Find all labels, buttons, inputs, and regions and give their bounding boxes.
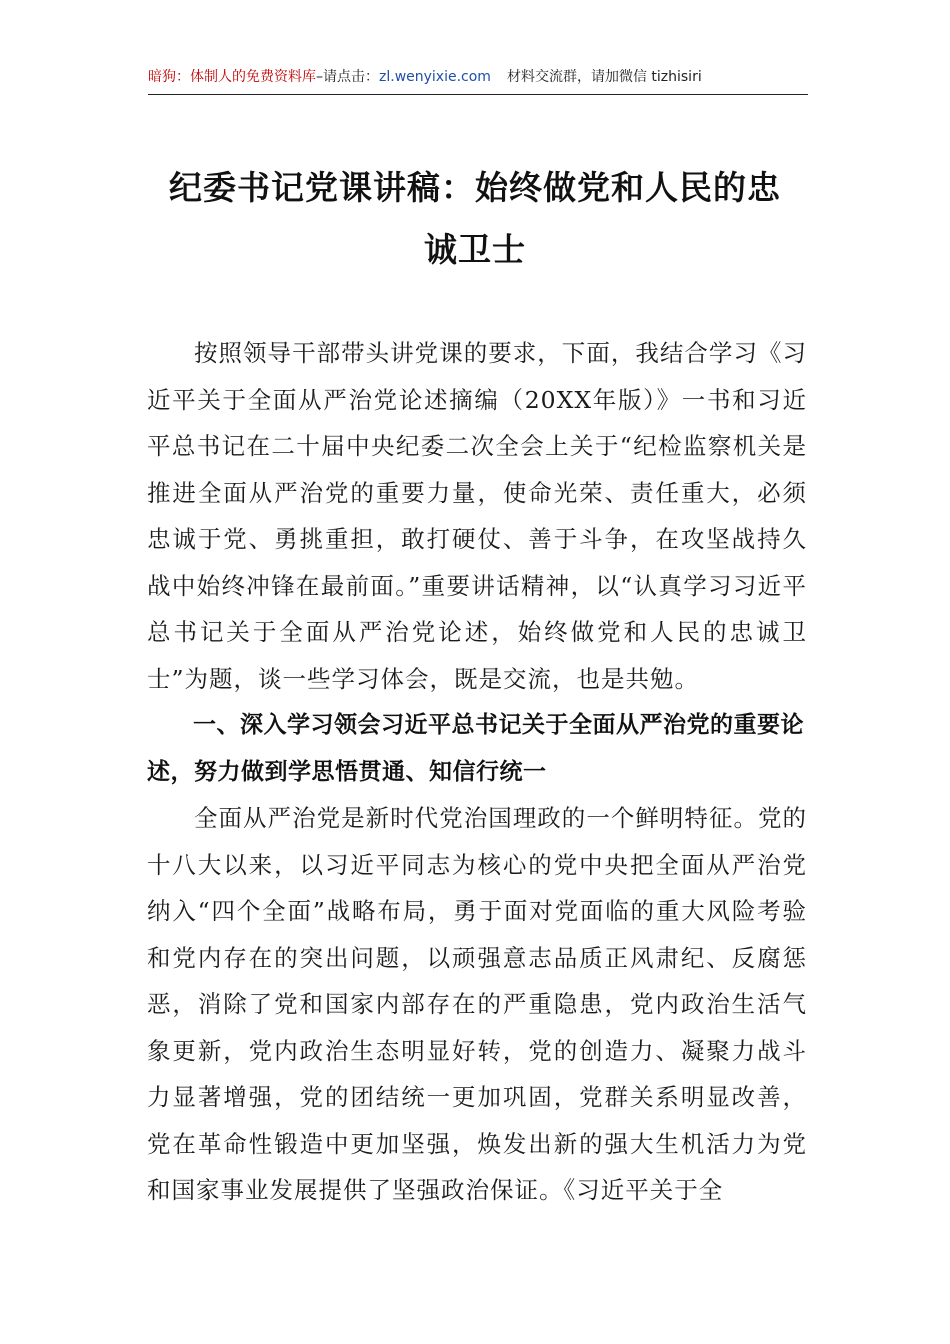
page-header bbox=[148, 66, 808, 95]
header-prompt: –请点击： bbox=[316, 69, 379, 85]
section-heading-1: 一、深入学习领会习近平总书记关于全面从严治党的重要论述，努力做到学思悟贯通、知信行统一 bbox=[147, 712, 804, 785]
header-brand: 暗狗：体制人的免费资料库 bbox=[148, 69, 316, 85]
header-contact: 材料交流群，请加微信 tizhisiri bbox=[506, 69, 702, 85]
section-1-paragraph: 全面从严治党是新时代党治国理政的一个鲜明特征。党的十八大以来，以习近平同志为核心的党中央把全面从严治党纳入“四个全面”战略布局，勇于面对党面临的重大风险考验和党内存在的突出问题，以顽强意志品质正风肃纪、反腐惩恶，消除了党和国家内部存在的严重隐患，党内政治生活气象更新，党内政治生态明显好转，党的创造力、凝聚力战斗力显著增强，党的团结统一更加巩固，党群关系明显改善，党在革命性锻造中更加坚强，焕发出新的强大生机活力为党和国家事业发展提供了坚强政治保证。《习近平关于全 bbox=[147, 804, 807, 1204]
intro-paragraph: 按照领导干部带头讲党课的要求，下面，我结合学习《习近平关于全面从严治党论述摘编（20XX年版）》一书和习近平总书记在二十届中央纪委二次全会上关于“纪检监察机关是推进全面从严治党的重要力量，使命光荣、责任重大，必须忠诚于党、勇挑重担，敢打硬仗、善于斗争，在攻坚战持久战中始终冲锋在最前面。”重要讲话精神，以“认真学习习近平总书记关于全面从严治党论述，始终做党和人民的忠诚卫士”为题，谈一些学习体会，既是交流，也是共勉。 bbox=[147, 339, 807, 693]
document-title-line-2: 诚卫士 bbox=[424, 230, 526, 269]
header-url-link[interactable]: zl.wenyixie.com bbox=[379, 69, 491, 85]
document-title-line-1: 纪委书记党课讲稿：始终做党和人民的忠 bbox=[169, 168, 781, 207]
document-body bbox=[147, 330, 807, 1214]
